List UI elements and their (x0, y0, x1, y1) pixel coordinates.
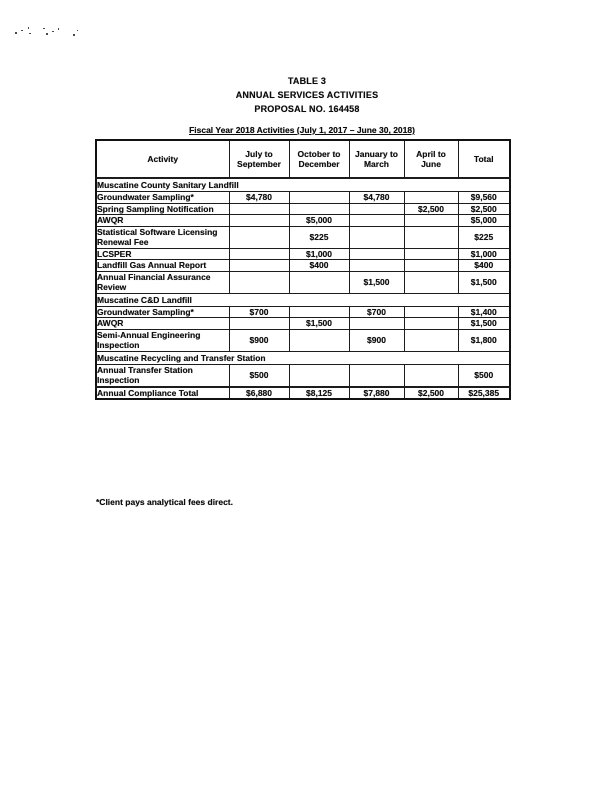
value-cell: $7,880 (349, 387, 404, 400)
data-row (96, 248, 510, 260)
annual-services-table (95, 139, 511, 400)
activity-cell: LCSPER (96, 248, 229, 260)
value-cell (404, 318, 458, 330)
activity-cell: Landfill Gas Annual Report (96, 260, 229, 272)
data-row (96, 226, 510, 248)
footnote: *Client pays analytical fees direct. (96, 497, 234, 507)
value-cell: $4,780 (229, 192, 289, 204)
value-cell (229, 226, 289, 248)
value-cell (349, 248, 404, 260)
section-label: Muscatine County Sanitary Landfill (96, 178, 510, 192)
value-cell: $900 (349, 329, 404, 351)
value-cell: $5,000 (458, 215, 510, 227)
activity-cell: Annual Transfer Station Inspection (96, 364, 229, 387)
section-row (96, 293, 510, 306)
value-cell: $6,880 (229, 387, 289, 400)
value-cell (229, 260, 289, 272)
col-header-activity: Activity (96, 140, 229, 178)
value-cell (349, 226, 404, 248)
header-row (96, 140, 510, 178)
total-row (96, 387, 510, 400)
section-row (96, 351, 510, 364)
data-row (96, 203, 510, 215)
col-header-jan-mar: January to March (349, 140, 404, 178)
value-cell: $1,400 (458, 306, 510, 318)
col-header-jul-sep: July to September (229, 140, 289, 178)
data-row (96, 318, 510, 330)
value-cell: $2,500 (404, 203, 458, 215)
value-cell: $1,500 (458, 318, 510, 330)
value-cell (229, 248, 289, 260)
value-cell (349, 260, 404, 272)
value-cell (404, 260, 458, 272)
value-cell (404, 226, 458, 248)
value-cell: $700 (349, 306, 404, 318)
value-cell: $2,500 (458, 203, 510, 215)
data-row (96, 260, 510, 272)
value-cell: $4,780 (349, 192, 404, 204)
value-cell (229, 215, 289, 227)
value-cell: $5,000 (289, 215, 349, 227)
data-row (96, 271, 510, 293)
value-cell (289, 271, 349, 293)
services-table-body (96, 178, 510, 399)
data-row (96, 215, 510, 227)
value-cell: $400 (289, 260, 349, 272)
value-cell (349, 318, 404, 330)
activity-cell: Statistical Software Licensing Renewal Fee (96, 226, 229, 248)
document-title-block (0, 74, 614, 116)
value-cell (289, 306, 349, 318)
value-cell: $25,385 (458, 387, 510, 400)
value-cell (404, 192, 458, 204)
value-cell: $500 (458, 364, 510, 387)
table-caption: Fiscal Year 2018 Activities (July 1, 2017 – June 30, 2018) (189, 125, 415, 135)
data-row (96, 306, 510, 318)
value-cell: $1,000 (458, 248, 510, 260)
value-cell (229, 203, 289, 215)
value-cell: $500 (229, 364, 289, 387)
value-cell: $700 (229, 306, 289, 318)
value-cell: $225 (458, 226, 510, 248)
title-line-proposal-number: PROPOSAL NO. 164458 (254, 104, 360, 114)
value-cell: $8,125 (289, 387, 349, 400)
activity-cell: Groundwater Sampling* (96, 192, 229, 204)
section-label: Muscatine Recycling and Transfer Station (96, 351, 510, 364)
value-cell (349, 203, 404, 215)
value-cell (229, 318, 289, 330)
activity-cell: Semi-Annual Engineering Inspection (96, 329, 229, 351)
value-cell (404, 306, 458, 318)
value-cell (404, 364, 458, 387)
value-cell (404, 248, 458, 260)
table-header (96, 140, 510, 178)
value-cell (229, 271, 289, 293)
activity-cell: Spring Sampling Notification (96, 203, 229, 215)
value-cell: $1,500 (458, 271, 510, 293)
value-cell (404, 271, 458, 293)
data-row (96, 192, 510, 204)
value-cell: $1,000 (289, 248, 349, 260)
value-cell: $225 (289, 226, 349, 248)
value-cell: $1,800 (458, 329, 510, 351)
value-cell: $2,500 (404, 387, 458, 400)
value-cell (289, 192, 349, 204)
data-row (96, 329, 510, 351)
col-header-oct-dec: October to December (289, 140, 349, 178)
value-cell (349, 364, 404, 387)
title-line-document-name: ANNUAL SERVICES ACTIVITIES (235, 90, 379, 100)
value-cell: $1,500 (349, 271, 404, 293)
value-cell (289, 329, 349, 351)
value-cell: $900 (229, 329, 289, 351)
activity-cell: AWQR (96, 318, 229, 330)
activity-cell: Annual Financial Assurance Review (96, 271, 229, 293)
col-header-total: Total (458, 140, 510, 178)
activity-cell: Annual Compliance Total (96, 387, 229, 400)
col-header-apr-jun: April to June (404, 140, 458, 178)
value-cell (404, 215, 458, 227)
value-cell: $400 (458, 260, 510, 272)
data-row (96, 364, 510, 387)
section-row (96, 178, 510, 192)
section-label: Muscatine C&D Landfill (96, 293, 510, 306)
title-line-table-number: TABLE 3 (287, 76, 327, 86)
value-cell (404, 329, 458, 351)
value-cell: $1,500 (289, 318, 349, 330)
value-cell (349, 215, 404, 227)
value-cell (289, 364, 349, 387)
value-cell: $9,560 (458, 192, 510, 204)
value-cell (289, 203, 349, 215)
activity-cell: AWQR (96, 215, 229, 227)
activity-cell: Groundwater Sampling* (96, 306, 229, 318)
